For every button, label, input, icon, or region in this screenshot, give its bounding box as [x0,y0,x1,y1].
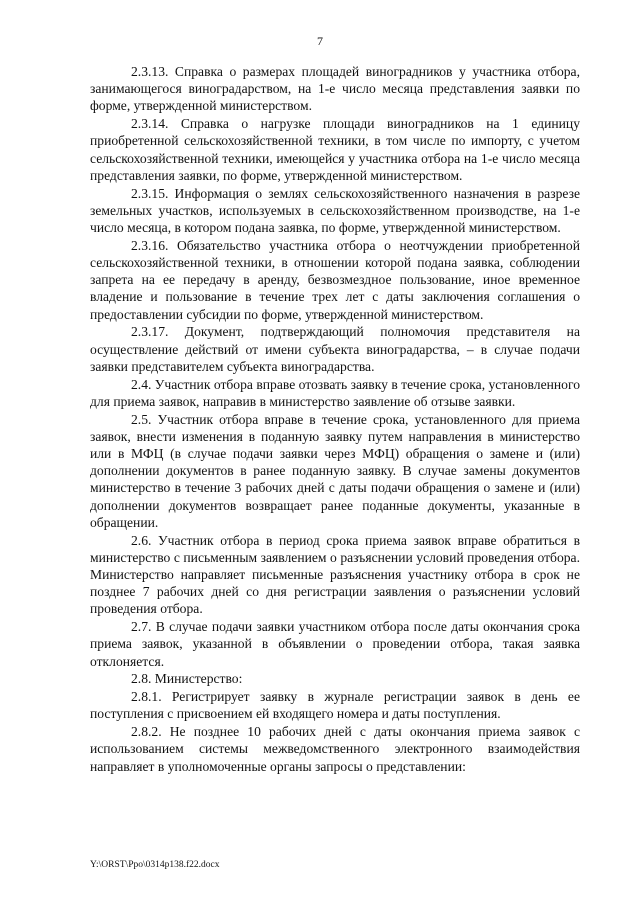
page-number: 7 [317,34,323,48]
paragraph-2-7: 2.7. В случае подачи заявки участником отбора после даты окончания срока приема заявок, указанной в объявлении о проведении отбора, такая заявка отклоняется. [90,619,580,669]
paragraph-2-8-1: 2.8.1. Регистрирует заявку в журнале регистрации заявок в день ее поступления с присвоением ей входящего номера и даты поступления. [90,689,580,722]
paragraph-2-3-17: 2.3.17. Документ, подтверждающий полномочия представителя на осуществление действий от имени субъекта виноградарства, – в случае подачи заявки представителем субъекта виноградарства. [90,324,580,374]
paragraph-2-3-16: 2.3.16. Обязательство участника отбора о неотчуждении приобретенной сельскохозяйственной техники, в отношении которой подана заявка, соблюдении запрета на ее передачу в аренду, безвозмездное пользование, иное временное владение и пользование в течение трех лет с даты заключения соглашения о предоставлении субсидии по форме, утвержденной министерством. [90,237,580,322]
paragraph-2-6: 2.6. Участник отбора в период срока приема заявок вправе обратиться в министерство с письменным заявлением о разъяснении условий проведения отбора. Министерство направляет письменные разъяснения участнику отбора в срок не позднее 7 рабочих дней со дня регистрации заявления о разъяснении условий проведения отбора. [90,532,580,617]
paragraph-2-8-2: 2.8.2. Не позднее 10 рабочих дней с даты окончания приема заявок с использованием системы межведомственного электронного взаимодействия направляет в уполномоченные органы запросы о представлении: [90,724,580,774]
paragraph-2-5: 2.5. Участник отбора вправе в течение срока, установленного для приема заявок, внести изменения в поданную заявку путем направления в министерство или в МФЦ (в случае подачи заявки через МФЦ) обращения о замене и (или) дополнении документов в ранее поданную заявку. В случае замены документов министерство в течение 3 рабочих дней с даты подачи обращения о замене и (или) дополнении документов возвращает ранее поданные документы, указанные в обращении. [90,411,580,530]
paragraph-2-4: 2.4. Участник отбора вправе отозвать заявку в течение срока, установленного для приема заявок, направив в министерство заявление об отзыве заявки. [90,376,580,409]
footer-file-path: Y:\ORST\Ppo\0314p138.f22.docx [90,860,220,870]
paragraph-2-3-15: 2.3.15. Информация о землях сельскохозяйственного назначения в разрезе земельных участков, используемых в сельскохозяйственном производстве, на 1-е число месяца, в котором подана заявка, по форме, утвержденной министерством. [90,185,580,236]
paragraph-2-3-13: 2.3.13. Справка о размерах площадей виноградников у участника отбора, занимающегося виноградарством, на 1-е число месяца представления заявки по форме, утвержденной министерством. [90,64,580,114]
paragraph-2-3-14: 2.3.14. Справка о нагрузке площади виноградников на 1 единицу приобретенной сельскохозяйственной техники, в том числе по импорту, с учетом сельскохозяйственной техники, имеющейся у участника отбора на 1-е число месяца представления заявки, по форме, утвержденной министерством. [90,116,580,183]
paragraph-2-8: 2.8. Министерство: [131,671,243,687]
document-body [90,63,580,775]
